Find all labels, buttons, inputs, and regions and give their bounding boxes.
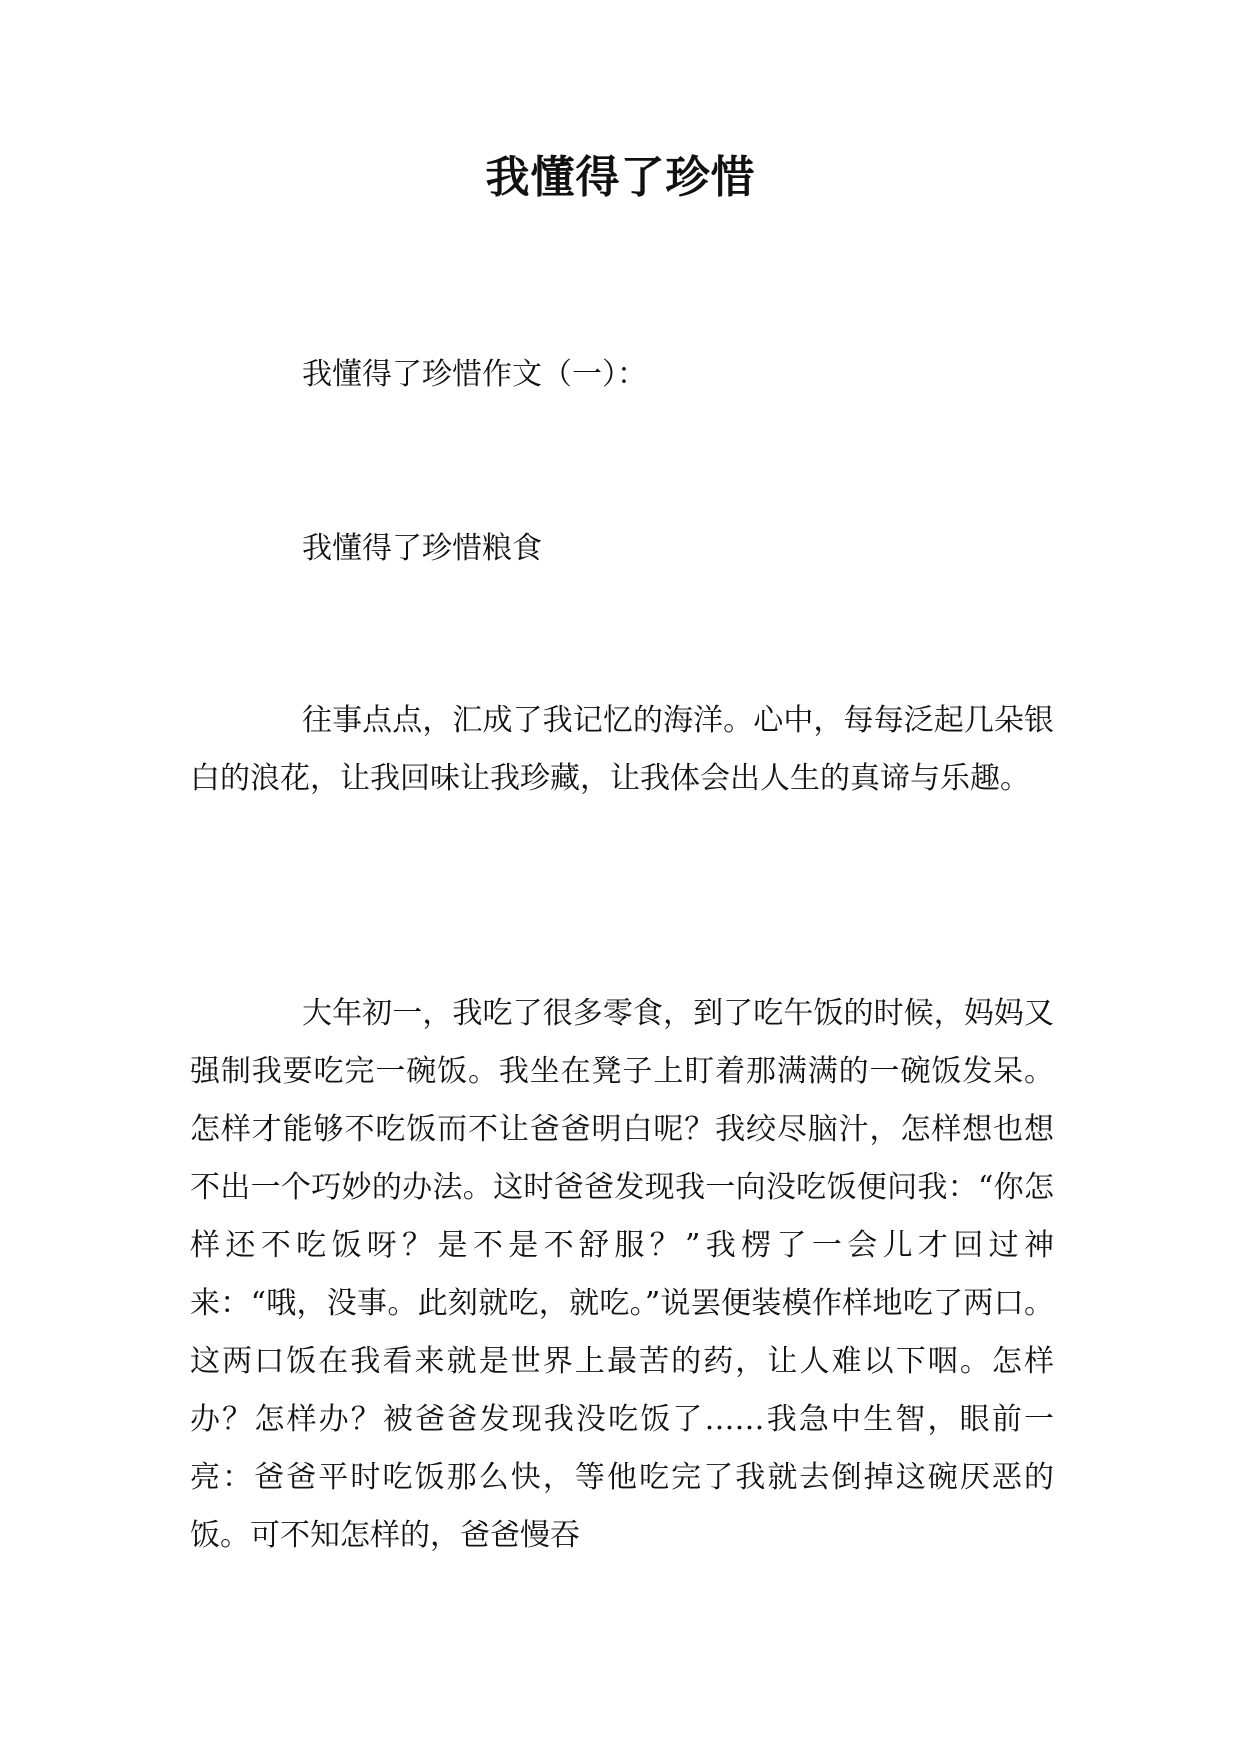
section-heading: 我懂得了珍惜粮食 bbox=[302, 531, 542, 566]
paragraph: 大年初一，我吃了很多零食，到了吃午饭的时候，妈妈又强制我要吃完一碗饭。我坐在凳子上盯着那满满的一碗饭发呆。怎样才能够不吃饭而不让爸爸明白呢？我绞尽脑汁，怎样想也想不出一个巧妙的办法。这时爸爸发现我一向没吃饭便问我：“你怎样还不吃饭呀？是不是不舒服？”我楞了一会儿才回过神来：“哦，没事。此刻就吃，就吃。”说罢便装模作样地吃了两口。这两口饭在我看来就是世界上最苦的药，让人难以下咽。怎样办？怎样办？被爸爸发现我没吃饭了……我急中生智，眼前一亮：爸爸平时吃饭那么快，等他吃完了我就去倒掉这碗厌恶的饭。可不知怎样的，爸爸慢吞 bbox=[190, 996, 1054, 1553]
essay-subtitle: 我懂得了珍惜作文（一）： bbox=[302, 357, 647, 392]
paragraph: 往事点点，汇成了我记忆的海洋。心中，每每泛起几朵银白的浪花，让我回味让我珍藏，让我体会出人生的真谛与乐趣。 bbox=[190, 703, 1054, 796]
document-title: 我懂得了珍惜 bbox=[485, 152, 756, 203]
